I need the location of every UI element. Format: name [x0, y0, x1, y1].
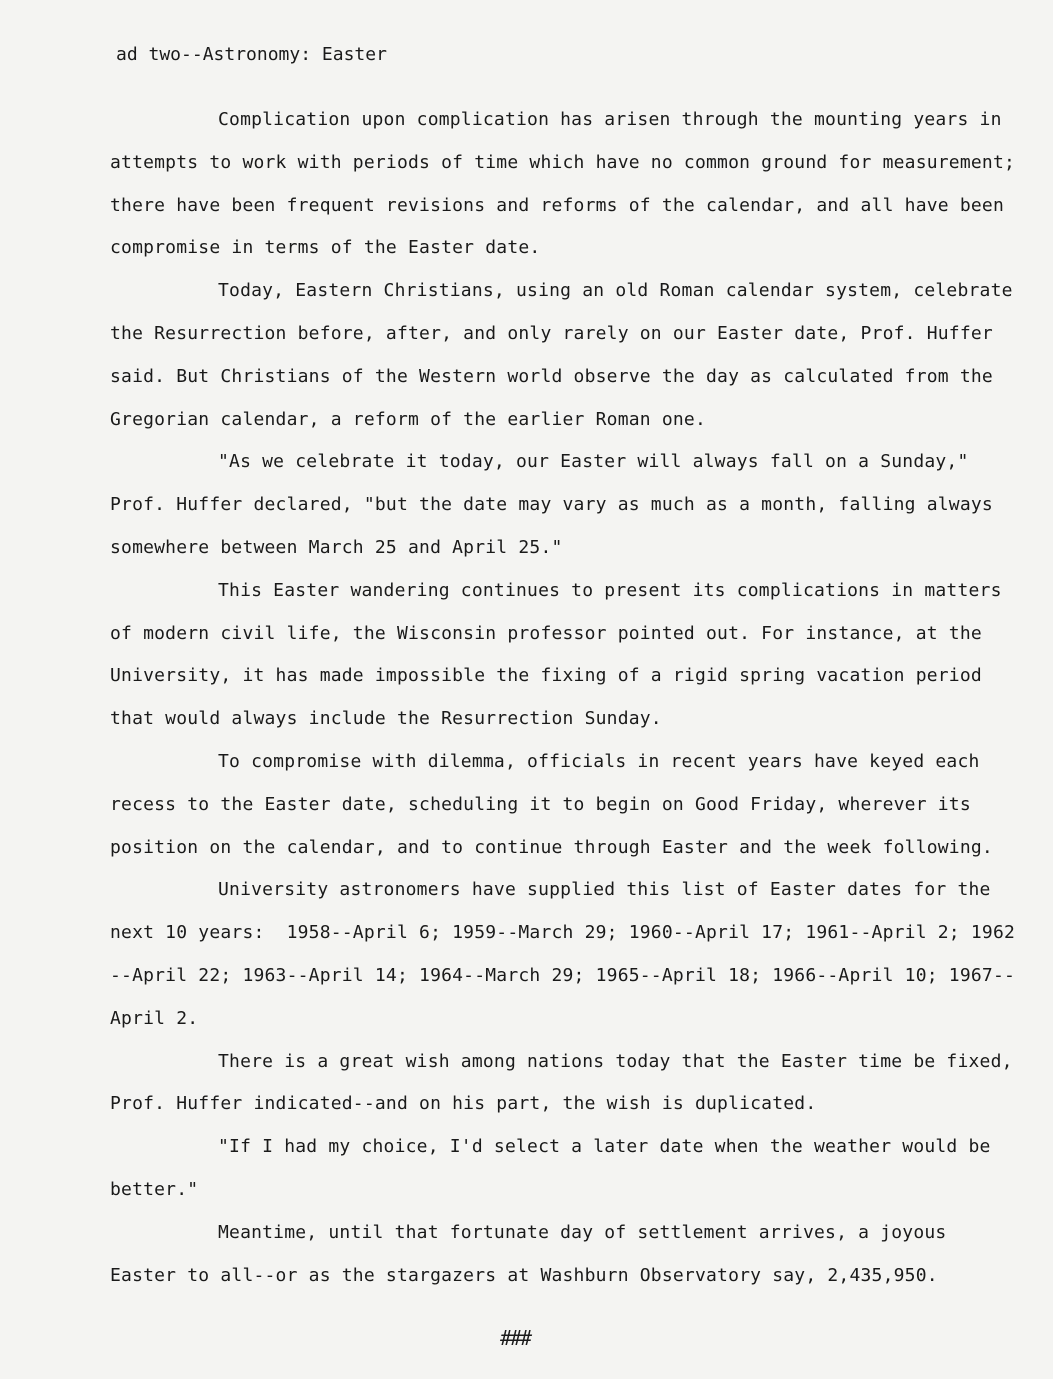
text-line: recess to the Easter date, scheduling it to begin on Good Friday, wherever its: [110, 793, 971, 815]
text-line: next 10 years: 1958--April 6; 1959--March 29; 1960--April 17; 1961--April 2; 1962: [110, 922, 1016, 944]
text-line: To compromise with dilemma, officials in recent years have keyed each: [218, 750, 980, 772]
text-line: Prof. Huffer indicated--and on his part, the wish is duplicated.: [110, 1093, 817, 1115]
text-line: the Resurrection before, after, and only rarely on our Easter date, Prof. Huffer: [110, 322, 993, 344]
text-line: Complication upon complication has arisen through the mounting years in: [218, 109, 1002, 130]
text-line: University astronomers have supplied this list of Easter dates for the: [218, 879, 991, 901]
text-line: Prof. Huffer declared, "but the date may vary as much as a month, falling always: [110, 494, 993, 516]
text-line: There is a great wish among nations today that the Easter time be fixed,: [218, 1050, 1013, 1072]
text-line: compromise in terms of the Easter date.: [110, 237, 541, 259]
text-line: --April 22; 1963--April 14; 1964--March 29; 1965--April 18; 1966--April 10; 1967--: [110, 964, 1016, 986]
text-line: This Easter wandering continues to present its complications in matters: [218, 579, 1002, 601]
text-line: there have been frequent revisions and reforms of the calendar, and all have been: [110, 194, 1004, 216]
text-line: "As we celebrate it today, our Easter will always fall on a Sunday,": [218, 451, 969, 473]
text-line: position on the calendar, and to continue through Easter and the week following.: [110, 836, 993, 858]
text-line: Today, Eastern Christians, using an old Roman calendar system, celebrate: [218, 280, 1013, 302]
text-line: attempts to work with periods of time which have no common ground for measurement;: [110, 151, 1016, 173]
text-line: that would always include the Resurrection Sunday.: [110, 708, 662, 730]
page-header: ad two--Astronomy: Easter: [116, 44, 387, 65]
article-body: [110, 99, 1016, 1297]
text-line: said. But Christians of the Western world observe the day as calculated from the: [110, 365, 993, 387]
text-line: Gregorian calendar, a reform of the earlier Roman one.: [110, 408, 706, 430]
text-line: Meantime, until that fortunate day of settlement arrives, a joyous: [218, 1221, 947, 1243]
text-line: "If I had my choice, I'd select a later date when the weather would be: [218, 1136, 991, 1158]
text-line: University, it has made impossible the fixing of a rigid spring vacation period: [110, 665, 982, 687]
text-line: April 2.: [110, 1007, 199, 1029]
text-line: Easter to all--or as the stargazers at Washburn Observatory say, 2,435,950.: [110, 1264, 938, 1286]
text-line: of modern civil life, the Wisconsin professor pointed out. For instance, at the: [110, 622, 982, 644]
text-line: better.": [110, 1178, 199, 1200]
end-mark: ###: [500, 1326, 531, 1350]
text-line: somewhere between March 25 and April 25.": [110, 536, 563, 558]
